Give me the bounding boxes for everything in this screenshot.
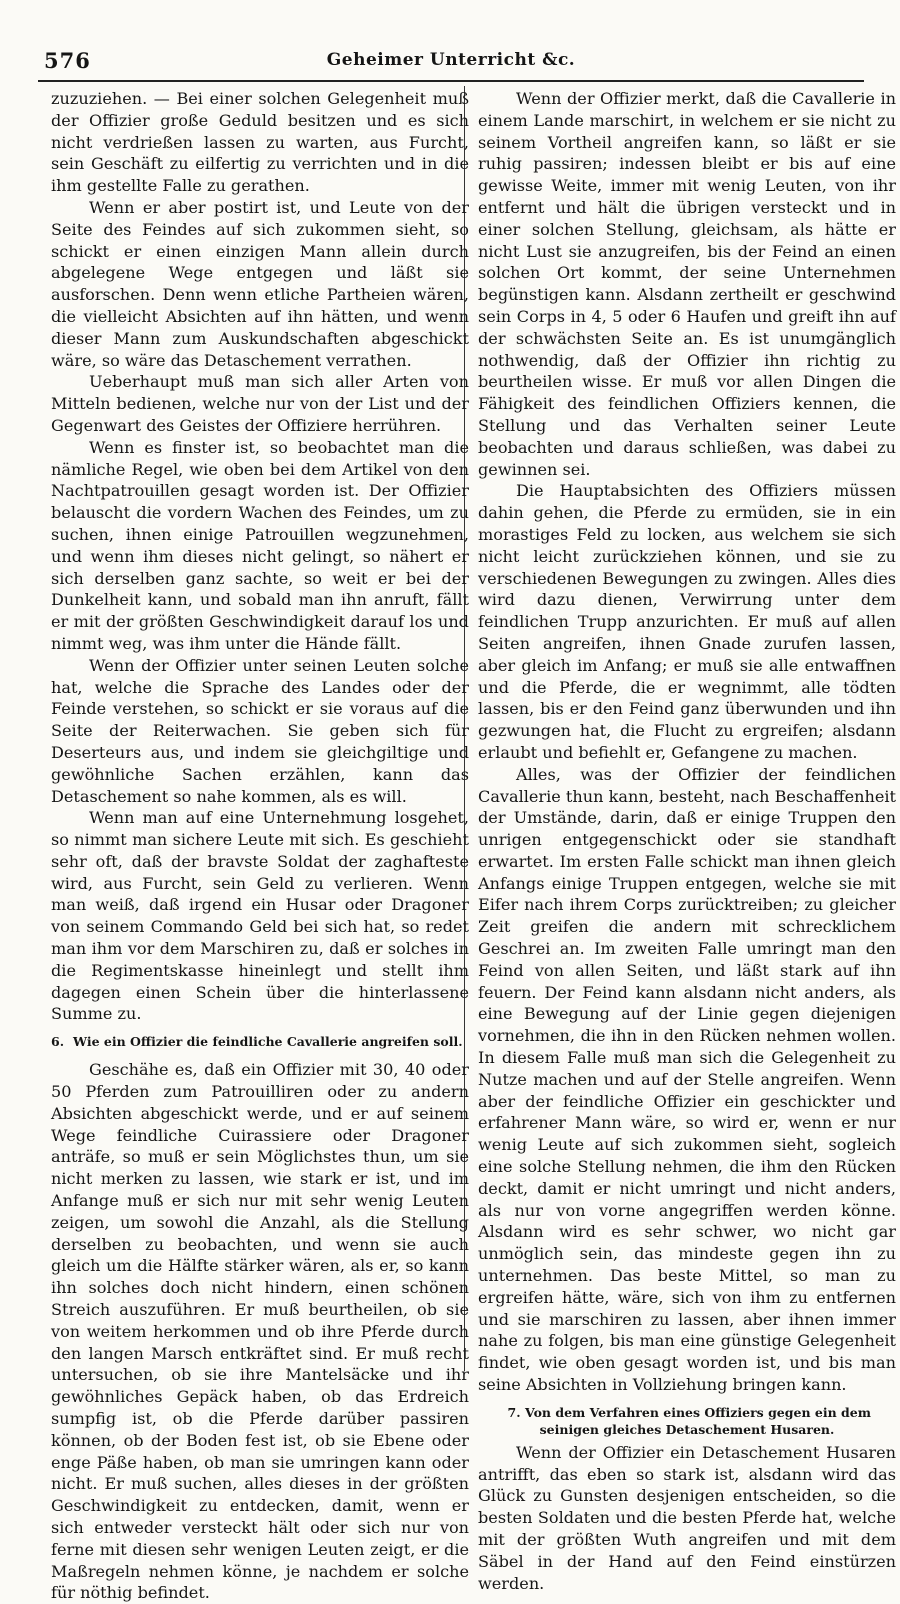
header-rule — [38, 80, 864, 82]
paragraph: Alles, was der Offizier der feindlichen Cavallerie thun kann, besteht, nach Beschaffenheit der Umstände, darin, daß er einige Truppen den unrigen entgegenschickt oder sie standhaft erwartet. Im ersten Falle schickt man ihnen gleich Anfangs einige Truppen entgegen, welche sie mit Eifer nach ihrem Corps zurücktreiben; zu gleicher Zeit greifen die andern mit schrecklichem Geschrei an. Im zweiten Falle umringt man den Feind von allen Seiten, und läßt stark auf ihn feuern. Der Feind kann alsdann nicht anders, als eine Bewegung auf der Linie gegen diejenigen vornehmen, die ihn in den Rücken nehmen wollen. In diesem Falle muß man sich die Gelegenheit zu Nutze machen und auf der Stelle angreifen. Wenn aber der feindliche Offizier ein geschickter und erfahrener Mann wäre, so wird er, wenn er nur wenig Leute auf sich zukommen sieht, sogleich eine solche Stellung nehmen, die ihm den Rücken deckt, damit er nicht umringt und nicht anders, als nur von vorne angegriffen werden könne. Alsdann wird es sehr schwer, wo nicht gar unmöglich sein, das mindeste gegen ihn zu unternehmen. Das beste Mittel, so man zu ergreifen hätte, wäre, sich von ihm zu entfernen und sie marschiren zu lassen, aber ihnen immer nahe zu folgen, bis man eine günstige Gelegenheit findet, wie oben gesagt worden ist, und bis man seine Absichten in Vollziehung bringen kann. — [478, 764, 896, 1395]
section-number: 6. — [51, 1034, 65, 1050]
section-number: 7. — [507, 1404, 521, 1420]
paragraph: Wenn der Offizier ein Detaschement Husaren antrifft, das eben so stark ist, alsdann wird das Glück zu Gunsten desjenigen entscheiden, so die besten Soldaten und die besten Pferde hat, welche mit der größten Wuth angreifen und mit dem Säbel in der Hand auf den Feind einstürzen werden. — [478, 1442, 896, 1593]
running-title: Geheimer Unterricht &c. — [326, 50, 576, 70]
section-title-line: Von dem Verfahren eines Offiziers gegen ein dem — [525, 1404, 871, 1420]
section-heading — [51, 1033, 469, 1050]
section-heading — [478, 1404, 896, 1438]
page-header — [38, 42, 864, 78]
paragraph: Wenn man auf eine Unternehmung losgehet, so nimmt man sichere Leute mit sich. Es geschieht sehr oft, daß der bravste Soldat der zaghafteste wird, aus Furcht, sein Geld zu verlieren. Wenn man weiß, daß irgend ein Husar oder Dragoner von seinem Commando Geld bei sich hat, so redet man ihm vor dem Marschiren zu, daß er solches in die Regimentskasse hineinlegt und stellt ihm dagegen einen Schein über die hinterlassene Summe zu. — [51, 808, 469, 1024]
paragraph: Wenn der Offizier unter seinen Leuten solche hat, welche die Sprache des Landes oder der Feinde verstehen, so schickt er sie voraus auf die Seite der Reiterwachen. Sie geben sich für Deserteurs aus, und indem sie gleichgiltige und gewöhnliche Sachen erzählen, kann das Detaschement so nahe kommen, als es will. — [51, 655, 469, 806]
paragraph: zuzuziehen. — Bei einer solchen Gelegenheit muß der Offizier große Geduld besitzen und es sich nicht verdrießen lassen zu warten, aus Furcht, sein Geschäft zu eilfertig zu verrichten und in die ihm gestellte Falle zu gerathen. — [51, 89, 469, 196]
right-column — [478, 88, 896, 1594]
page-number: 576 — [44, 48, 91, 73]
paragraph: Wenn er aber postirt ist, und Leute von der Seite des Feindes auf sich zukommen sieht, so schickt er einen einzigen Mann allein durch abgelegene Wege entgegen und läßt sie ausforschen. Denn wenn etliche Partheien wären, die vielleicht Absichten auf ihn hätten, und wenn dieser Mann zum Auskundschaften abgeschickt wäre, so wäre das Detaschement verrathen. — [51, 197, 469, 370]
section-title-line: seinigen gleiches Detaschement Husaren. — [539, 1421, 835, 1437]
paragraph: Wenn der Offizier merkt, daß die Cavallerie in einem Lande marschirt, in welchem er sie nicht zu seinem Vortheil angreifen kann, so läßt er sie ruhig passiren; indessen bleibt er bis auf eine gewisse Weite, immer mit wenig Leuten, von ihr entfernt und hält die übrigen versteckt und in einer solchen Stellung, gleichsam, als hätte er nicht Lust sie anzugreifen, bis der Feind an einen solchen Ort kommt, der seine Unternehmen begünstigen kann. Alsdann zertheilt er geschwind sein Corps in 4, 5 oder 6 Haufen und greift ihn auf der schwächsten Seite an. Es ist unumgänglich nothwendig, daß der Offizier ihn richtig zu beurtheilen wisse. Er muß vor allen Dingen die Fähigkeit des feindlichen Offiziers kennen, die Stellung und das Verhalten seiner Leute beobachten und daraus schließen, was dabei zu gewinnen sei. — [478, 89, 896, 479]
paragraph: Die Hauptabsichten des Offiziers müssen dahin gehen, die Pferde zu ermüden, sie in ein morastiges Feld zu locken, aus welchem sie sich nicht leicht zurückziehen können, und sie zu verschiedenen Bewegungen zu zwingen. Alles dies wird dazu dienen, Verwirrung unter dem feindlichen Trupp anzurichten. Er muß auf allen Seiten angreifen, ihnen Gnade zurufen lassen, aber gleich im Anfang; er muß sie alle entwaffnen und die Pferde, die er wegnimmt, alle tödten lassen, bis er den Feind ganz überwunden und ihn gezwungen hat, die Flucht zu ergreifen; alsdann erlaubt und befiehlt er, Gefangene zu machen. — [478, 481, 896, 762]
paragraph: Wenn es finster ist, so beobachtet man die nämliche Regel, wie oben bei dem Artikel von den Nachtpatrouillen gesagt worden ist. Der Offizier belauscht die vordern Wachen des Feindes, um zu suchen, ihnen einige Patrouillen wegzunehmen, und wenn ihm dieses nicht gelingt, so nähert er sich derselben ganz sachte, so weit er bei der Dunkelheit kann, und sobald man ihn anruft, fällt er mit der größten Geschwindigkeit darauf los und nimmt weg, was ihm unter die Hände fällt. — [51, 437, 469, 653]
paragraph: Geschähe es, daß ein Offizier mit 30, 40 oder 50 Pferden zum Patrouilliren oder zu andern Absichten abgeschickt werde, und er auf seinem Wege feindliche Cuirassiere oder Dragoner anträfe, so muß er sein Möglichstes thun, um sie nicht merken zu lassen, wie stark er ist, und im Anfange muß er sich nur mit sehr wenig Leuten zeigen, um sowohl die Anzahl, als die Stellung derselben zu beobachten, und wenn sie auch gleich um die Hälfte stärker wären, als er, so kann ihn solches doch nicht hindern, einen schönen Streich auszuführen. Er muß beurtheilen, ob sie von weitem herkommen und ob ihre Pferde durch den langen Marsch entkräftet sind. Er muß recht untersuchen, ob sie ihre Mantelsäcke und ihr gewöhnliches Gepäck haben, ob das Erdreich sumpfig ist, ob die Pferde darüber passiren können, ob der Boden fest ist, ob sie Ebene oder enge Päße haben, ob man sie umringen kann oder nicht. Er muß suchen, alles dieses in der größten Geschwindigkeit zu entdecken, damit, wenn er sich entweder versteckt hält oder sich nur von ferne mit diesen sehr wenigen Leuten zeigt, er die Maßregeln nehmen könne, je nachdem er solche für nöthig befindet. — [51, 1060, 469, 1603]
section-title: Wie ein Offizier die feindliche Cavallerie angreifen soll. — [73, 1034, 463, 1050]
paragraph: Ueberhaupt muß man sich aller Arten von Mitteln bedienen, welche nur von der List und der Gegenwart des Geistes der Offiziere herrühren. — [51, 372, 469, 435]
left-column — [51, 88, 469, 1604]
